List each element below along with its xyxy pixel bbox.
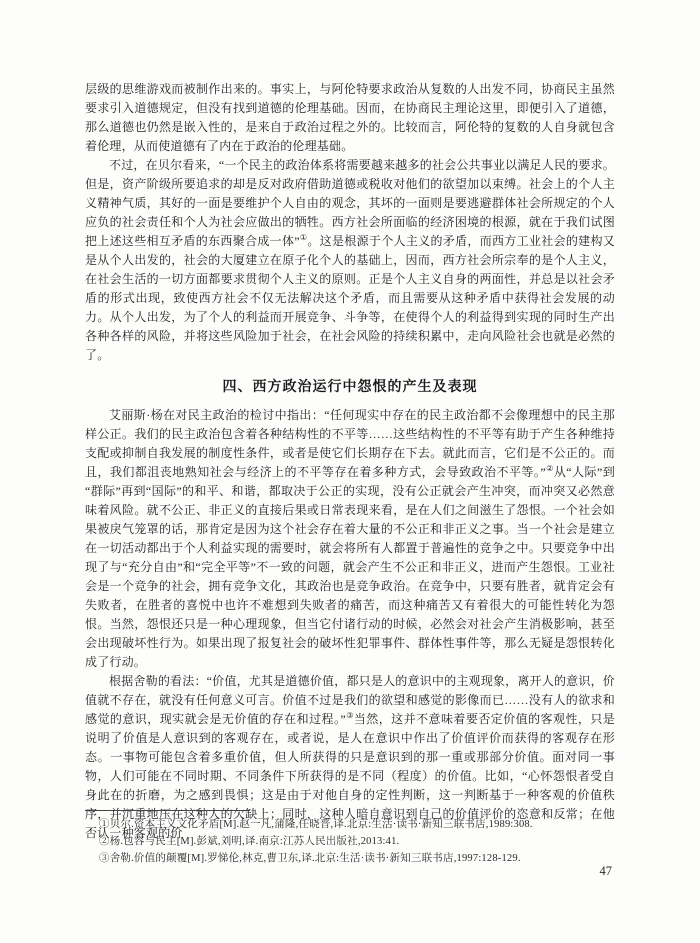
footnote: ①贝尔.资本主义文化矛盾[M].赵一凡,蒲隆,任晓晋,译.北京:生活·读书·新知三联书店,1989:308. [99,819,533,830]
section-heading: 四、西方政治运行中怨恨的产生及表现 [222,378,478,394]
footnote-divider [85,810,250,811]
footnote-section [85,810,615,867]
footnote: ③舍勒.价值的颠覆[M].罗悌伦,林克,曹卫东,译.北京:生活·读书·新知三联书店,1997:128-129. [99,853,521,864]
page-number: 47 [599,864,612,878]
paragraph: 不过，在贝尔看来，“一个民主的政治体系将需要越来越多的社会公共事业以满足人民的要求。但是，资产阶级所要追求的却是反对政府借助道德或税收对他们的欲望加以束缚。社会上的个人主义精神气质，其好的一面是要维护个人自由的观念，其坏的一面则是要逃避群体社会所规定的个人应负的社会责任和个人为社会应做出的牺牲。西方社会所面临的经济困境的根源，就在于我们试图把上述这些相互矛盾的东西聚合成一体”①。这是根源于个人主义的矛盾，而西方工业社会的建构又是从个人出发的，社会的大厦建立在原子化个人的基础上，因而，西方社会所宗奉的是个人主义，在社会生活的一切方面都要求贯彻个人主义的原则。正是个人主义自身的两面性，并总是以社会矛盾的形式出现，致使西方社会不仅无法解决这个矛盾，而且需要从这种矛盾中获得社会发展的动力。从个人出发，为了个人的利益而开展竞争、斗争等，在使得个人的利益得到实现的同时生产出各种各样的风险，并将这些风险加于社会，在社会风险的持续积累中，走向风险社会也就是必然的了。 [85,158,615,362]
paragraph-continuation: 层级的思维游戏而被制作出来的。事实上，与阿伦特要求政治从复数的人出发不同，协商民主虽然要求引入道德规定，但没有找到道德的伦理基础。因而，在协商民主理论这里，即便引入了道德，那么道德也仍然是嵌入性的，是来自于政治过程之外的。比较而言，阿伦特的复数的人自身就包含着伦理，从而使道德有了内在于政治的伦理基础。 [85,82,615,153]
footnote-marker: ③ [345,711,354,720]
footnote: ②杨.包容与民主[M].彭斌,刘明,译.南京:江苏人民出版社,2013:41. [99,836,400,847]
paragraph: 艾丽斯·杨在对民主政治的检讨中指出：“任何现实中存在的民主政治都不会像理想中的民主那样公正。我们的民主政治包含着各种结构性的不平等……这些结构性的不平等有助于产生各种维持支配或抑制自我发展的制度性条件，或者是使它们长期存在下去。就此而言，它们是不公正的。而且，我们都沮丧地熟知社会与经济上的不平等存在着多种方式，会导致政治不平等。”②从“人际”到“群际”再到“国际”的和平、和谐，都取决于公正的实现，没有公正就会产生冲突，而冲突又必然意味着风险。就不公正、非正义的直接后果或日常表现来看，是在人们之间滋生了怨恨。一个社会如果被戾气笼罩的话，那肯定是因为这个社会存在着大量的不公正和非正义之事。当一个社会是建立在一切活动都出于个人利益实现的需要时，就会将所有人都置于普遍性的竞争之中。只要竞争中出现了与“充分自由”和“完全平等”不一致的问题，就会产生不公正和非正义，进而产生怨恨。工业社会是一个竞争的社会，拥有竞争文化，其政治也是竞争政治。在竞争中，只要有胜者，就肯定会有失败者，在胜者的喜悦中也许不难想到失败者的痛苦，而这种痛苦又有着很大的可能性转化为怨恨。当然，怨恨还只是一种心理现象，但当它付诸行动的时候，必然会对社会产生消极影响，甚至会出现破坏性行为。如果出现了报复社会的破坏性犯罪事件、群体性事件等，那么无疑是怨恨转化成了行动。 [85,408,616,669]
body-text [85,80,615,843]
paragraph: 根据舍勒的看法：“价值，尤其是道德价值，都只是人的意识中的主观现象，离开人的意识，价值就不存在，就没有任何意义可言。价值不过是我们的欲望和感觉的影像而已……没有人的欲求和感觉的意识，现实就会是无价值的存在和过程。”③当然，这并不意味着要否定价值的客观性，只是说明了价值是人意识到的客观存在，或者说，是人在意识中作出了价值评价而获得的客观存在形态。一事物可能包含着多重价值，但人所获得的只是意识到的那一重或那部分价值。面对同一事物，人们可能在不同时期、不同条件下所获得的是不同（程度）的价值。比如，“心怀怨恨者受自身此在的折磨，为之感到畏惧；这是由于对他自身的定性判断，这一判断基于一种客观的价值秩序，并沉重地压在这种人的欠缺上；同时，这种人暗自意识到自己的价值评价的恣意和反常；在他否认一种客观的价 [85,674,616,840]
footnote-marker: ① [299,233,308,242]
footnote-marker: ② [545,464,554,473]
